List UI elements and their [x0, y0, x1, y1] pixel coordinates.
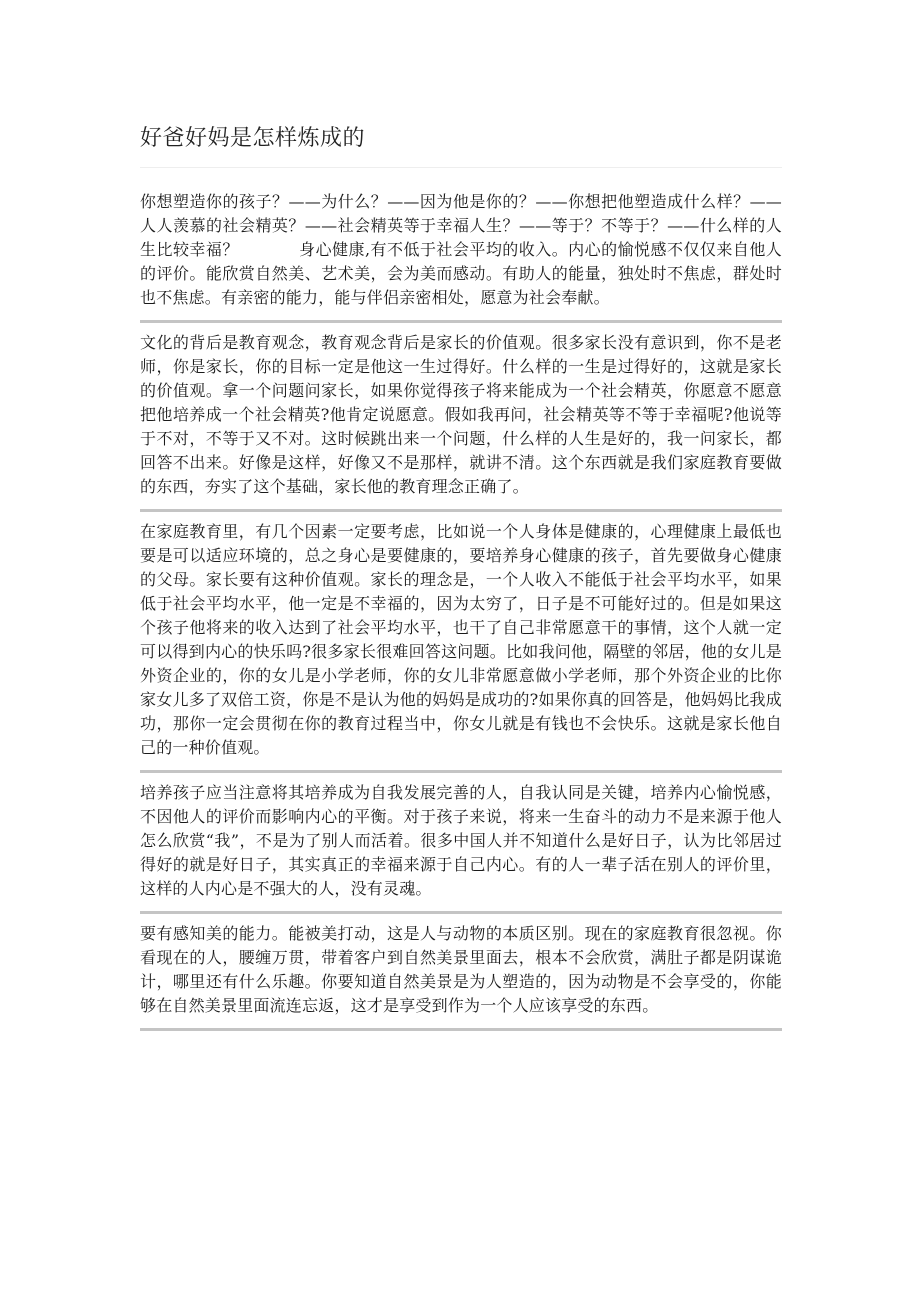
section-divider	[140, 770, 782, 773]
paragraph-family-education: 在家庭教育里，有几个因素一定要考虑，比如说一个人身体是健康的，心理健康上最低也要是可以适应环境的，总之身心是要健康的，要培养身心健康的孩子，首先要做身心健康的父母。家长要有这种价值观。家长的理念是，一个人收入不能低于社会平均水平，如果低于社会平均水平，他一定是不幸福的，因为太穷了，日子是不可能好过的。但是如果这个孩子他将来的收入达到了社会平均水平，也干了自己非常愿意干的事情，这个人就一定可以得到内心的快乐吗?很多家长很难回答这问题。比如我问他，隔壁的邻居，他的女儿是外资企业的，你的女儿是小学老师，你的女儿非常愿意做小学老师，那个外资企业的比你家女儿多了双倍工资，你是不是认为他的妈妈是成功的?如果你真的回答是，他妈妈比我成功，那你一定会贯彻在你的教育过程当中，你女儿就是有钱也不会快乐。这就是家长他自己的一种价值观。	[140, 522, 782, 757]
section-divider	[140, 911, 782, 914]
paragraph-self-identity: 培养孩子应当注意将其培养成为自我发展完善的人，自我认同是关键，培养内心愉悦感，不因他人的评价而影响内心的平衡。对于孩子来说，将来一生奋斗的动力不是来源于他人怎么欣赏“我”，不是为了别人而活着。很多中国人并不知道什么是好日子，认为比邻居过得好的就是好日子，其实真正的幸福来源于自己内心。有的人一辈子活在别人的评价里，这样的人内心是不强大的人，没有灵魂。	[140, 783, 782, 898]
section-divider	[140, 509, 782, 512]
document-page	[140, 0, 782, 1031]
paragraph-beauty: 要有感知美的能力。能被美打动，这是人与动物的本质区别。现在的家庭教育很忽视。你看现在的人，腰缠万贯，带着客户到自然美景里面去，根本不会欣赏，满肚子都是阴谋诡计，哪里还有什么乐趣。你要知道自然美景是为人塑造的，因为动物是不会享受的，你能够在自然美景里面流连忘返，这才是享受到作为一个人应该享受的东西。	[140, 924, 782, 1015]
paragraph-intro-answer: 身心健康,有不低于社会平均的收入。内心的愉悦感不仅仅来自他人的评价。能欣赏自然美、艺术美，会为美而感动。有助人的能量，独处时不焦虑，群处时也不焦虑。有亲密的能力，能与伴侣亲密相处，愿意为社会奉献。	[140, 240, 783, 307]
paragraph-intro	[140, 190, 782, 310]
section-divider	[140, 1028, 782, 1031]
title-divider	[140, 167, 782, 168]
paragraph-intro-questions: 你想塑造你的孩子？——为什么？——因为他是你的？——你想把他塑造成什么样？——人人羡慕的社会精英？——社会精英等于幸福人生？——等于？不等于？——什么样的人生比较幸福？	[140, 192, 782, 259]
paragraph-values: 文化的背后是教育观念，教育观念背后是家长的价值观。很多家长没有意识到，你不是老师，你是家长，你的目标一定是他这一生过得好。什么样的一生是过得好的，这就是家长的价值观。拿一个问题问家长，如果你觉得孩子将来能成为一个社会精英，你愿意不愿意把他培养成一个社会精英?他肯定说愿意。假如我再问，社会精英等不等于幸福呢?他说等于不对，不等于又不对。这时候跳出来一个问题，什么样的人生是好的，我一问家长，都回答不出来。好像是这样，好像又不是那样，就讲不清。这个东西就是我们家庭教育要做的东西，夯实了这个基础，家长他的教育理念正确了。	[140, 333, 782, 496]
section-divider	[140, 320, 782, 323]
document-title: 好爸好妈是怎样炼成的	[140, 126, 366, 151]
